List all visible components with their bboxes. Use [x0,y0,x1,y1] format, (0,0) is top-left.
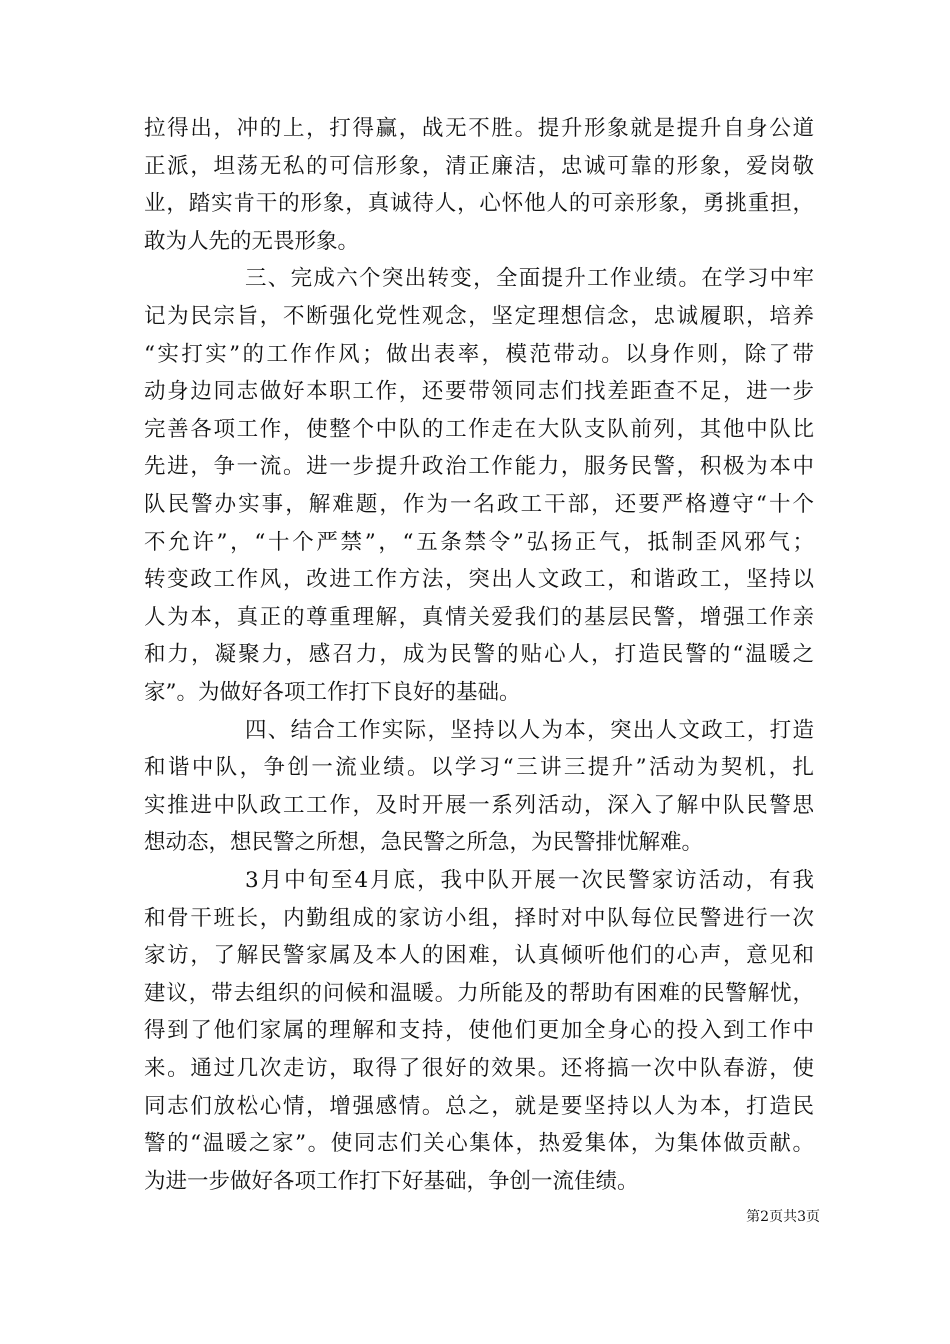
text-line: 转变政工作风，改进工作方法，突出人文政工，和谐政工，坚持以 [144,567,814,592]
text-line: 正派，坦荡无私的可信形象，清正廉洁，忠诚可靠的形象，爱岗敬 [144,154,814,179]
text-line: 为进一步做好各项工作打下好基础，争创一流佳绩。 [144,1169,639,1194]
text-line: 家”。为做好各项工作打下良好的基础。 [144,680,521,705]
text-line: 警的“温暖之家”。使同志们关心集体，热爱集体，为集体做贡献。 [144,1131,814,1156]
text-line: 家访，了解民警家属及本人的困难，认真倾听他们的心声，意见和 [144,943,814,968]
text-line: “实打实”的工作作风；做出表率，模范带动。以身作则，除了带 [144,342,814,367]
text-line: 队民警办实事，解难题，作为一名政工干部，还要严格遵守“十个 [144,492,814,517]
text-line: 得到了他们家属的理解和支持，使他们更加全身心的投入到工作中 [144,1018,814,1043]
text-line: 和谐中队，争创一流业绩。以学习“三讲三提升”活动为契机，扎 [144,755,814,780]
text-line: 和骨干班长，内勤组成的家访小组，择时对中队每位民警进行一次 [144,906,814,931]
text-line: 人为本，真正的尊重理解，真情关爱我们的基层民警，增强工作亲 [144,605,814,630]
text-line: 业，踏实肯干的形象，真诚待人，心怀他人的可亲形象，勇挑重担， [144,191,814,216]
paragraph-start: 3月中旬至4月底，我中队开展一次民警家访活动，有我 [245,868,814,893]
text-line: 记为民宗旨，不断强化党性观念，坚定理想信念，忠诚履职，培养 [144,304,814,329]
text-line: 来。通过几次走访，取得了很好的效果。还将搞一次中队春游，使 [144,1056,814,1081]
text-line: 动身边同志做好本职工作，还要带领同志们找差距查不足，进一步 [144,379,814,404]
paragraph-heading-3: 三、完成六个突出转变，全面提升工作业绩。在学习中牢 [245,266,814,291]
text-line: 想动态，想民警之所想，急民警之所急，为民警排忧解难。 [144,830,704,855]
text-line: 先进，争一流。进一步提升政治工作能力，服务民警，积极为本中 [144,454,814,479]
text-line: 建议，带去组织的问候和温暖。力所能及的帮助有困难的民警解忧， [144,981,814,1006]
text-line: 同志们放松心情，增强感情。总之，就是要坚持以人为本，打造民 [144,1094,814,1119]
text-line: 拉得出，冲的上，打得赢，战无不胜。提升形象就是提升自身公道 [144,116,814,141]
text-line: 不允许”，“十个严禁”，“五条禁令”弘扬正气，抵制歪风邪气； [144,530,814,555]
text-line: 完善各项工作，使整个中队的工作走在大队支队前列，其他中队比 [144,417,814,442]
page-number: 第2页共3页 [746,1209,820,1225]
text-line: 和力，凝聚力，感召力，成为民警的贴心人，打造民警的“温暖之 [144,642,814,667]
text-line: 敢为人先的无畏形象。 [144,229,360,254]
paragraph-heading-4: 四、结合工作实际，坚持以人为本，突出人文政工，打造 [245,718,814,743]
text-line: 实推进中队政工工作，及时开展一系列活动，深入了解中队民警思 [144,793,814,818]
